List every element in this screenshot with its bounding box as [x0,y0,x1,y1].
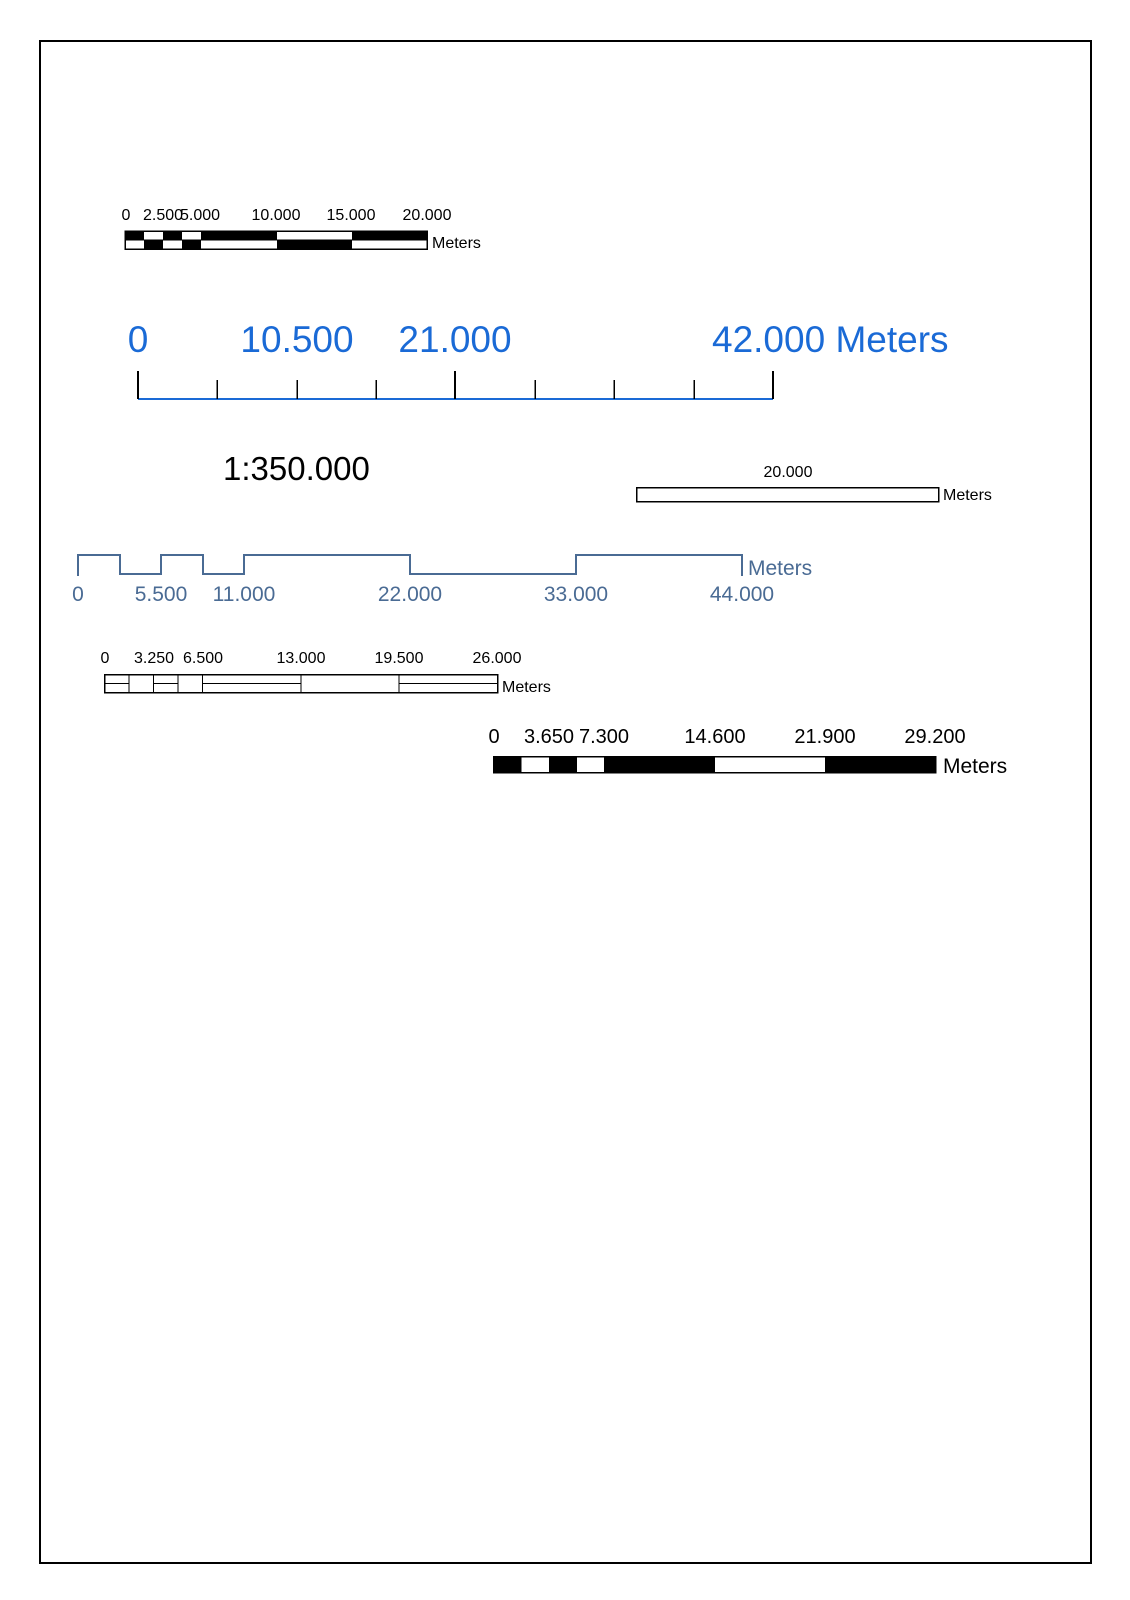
scalebar-tick-label: 26.000 [472,650,522,667]
scalebar-unit-label: Meters [502,679,551,696]
scalebar-tick-label: 20.000 [402,207,452,224]
scalebar-tick-label: 10.500 [240,319,354,360]
scalebar-bar-graphic [103,673,501,695]
layout-page-frame [39,40,1092,1564]
scalebar-tick-label: 6.500 [182,650,224,667]
scalebar-bar-graphic [72,552,752,580]
scalebar-end-label-with-unit: 42.000 Meters [712,319,949,360]
scalebar-tick-label: 3.250 [133,650,175,667]
scalebar-tick-label: 0 [72,583,84,606]
scalebar-tick-label: 21.000 [398,319,512,360]
scalebar-tick-label: 0 [100,650,110,667]
scalebar-tick-label: 3.650 [523,726,575,748]
scalebar-unit-label: Meters [432,235,481,252]
scalebar-tick-label: 0 [488,726,500,748]
scalebar-tick-label: 0 [121,207,131,224]
scalebar-tick-label: 10.000 [251,207,301,224]
scalebar-bar-graphic [124,230,430,250]
scalebar-tick-label: 15.000 [326,207,376,224]
scalebar-tick-label: 22.000 [377,583,443,606]
scalebar-tick-label: 2.500 [142,207,184,224]
scalebar-tick-label: 0 [127,319,149,360]
scale-text: 1:350.000 [223,450,370,487]
scalebar-unit-label: Meters [748,557,813,580]
scalebar-unit-label: Meters [943,755,1008,778]
scalebar-tick-label: 33.000 [543,583,609,606]
scalebar-tick-label: 29.200 [904,726,966,748]
scalebar-tick-label: 19.500 [374,650,424,667]
scalebar-tick-label: 44.000 [709,583,775,606]
scalebar-unit-label: Meters [943,487,992,504]
scalebar-bar-graphic [130,368,780,404]
scalebar-bar-graphic [492,755,938,775]
scalebar-tick-label: 5.000 [179,207,221,224]
scalebar-tick-label: 11.000 [212,583,276,606]
scalebar-bar-graphic [635,486,941,504]
scalebar-tick-label: 14.600 [684,726,746,748]
scalebar-tick-label: 5.500 [134,583,188,606]
scalebar-tick-label: 20.000 [763,464,813,481]
scalebar-tick-label: 7.300 [578,726,630,748]
scalebar-tick-label: 13.000 [276,650,326,667]
scalebar-tick-label: 21.900 [794,726,856,748]
